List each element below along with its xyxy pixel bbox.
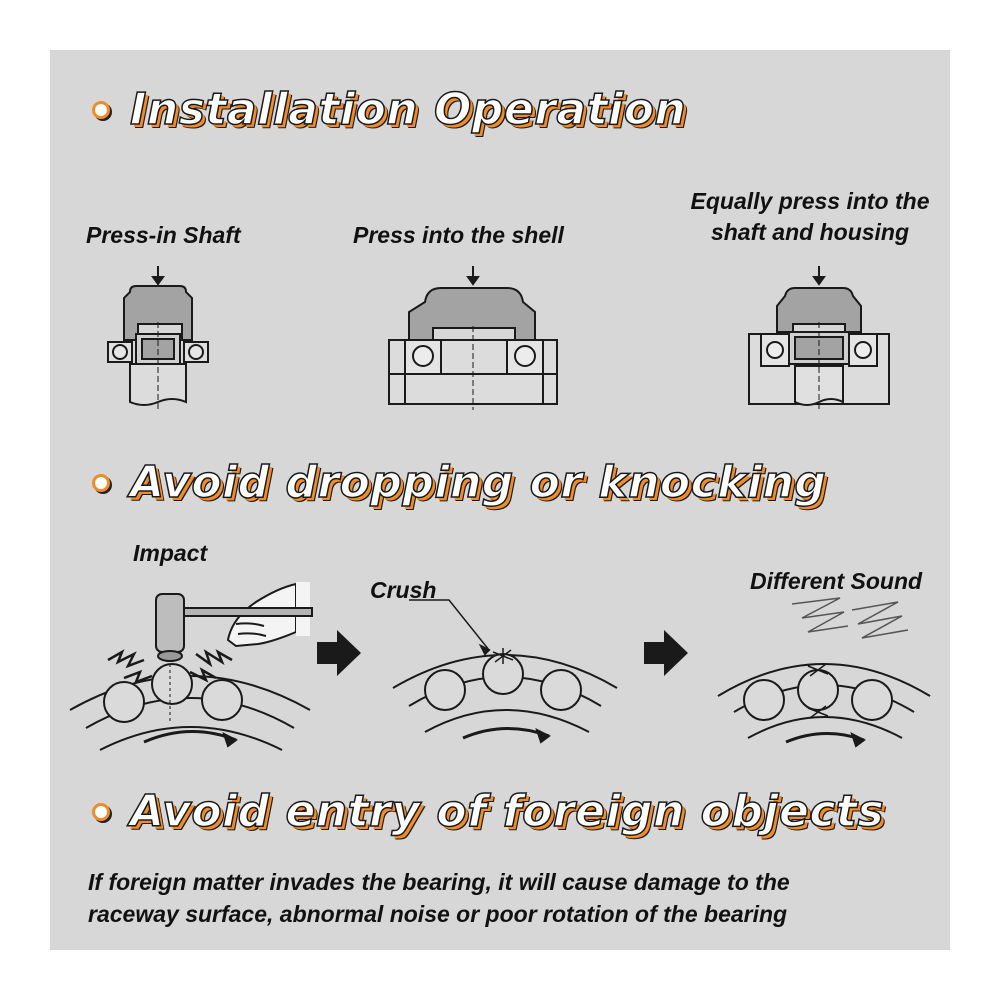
label-line: Equally press into the [690, 188, 930, 214]
crush-diagram [385, 592, 625, 762]
right-arrow-icon [642, 628, 692, 678]
section-heading-foreign [92, 786, 884, 837]
impact-diagram [60, 572, 320, 762]
heading-text: Installation Operation [130, 84, 687, 135]
diagram-label-equally-press [660, 188, 960, 246]
description-line: raceway surface, abnormal noise or poor rotation of the bearing [88, 901, 788, 927]
step-label-impact: Impact [133, 540, 208, 566]
diagram-label-press-into-shell: Press into the shell [353, 222, 564, 248]
down-arrow-icon [814, 277, 824, 284]
equal-press-diagram [745, 262, 895, 412]
press-in-shaft-diagram [100, 262, 220, 412]
section-heading-installation [92, 84, 686, 135]
step-label-crush: Crush [370, 577, 437, 603]
different-sound-diagram [712, 592, 942, 762]
right-arrow-icon [315, 628, 365, 678]
down-arrow-icon [153, 277, 163, 284]
bullet-dot-icon [92, 803, 110, 821]
section-heading-dropping [92, 457, 826, 508]
diagram-label-press-in-shaft: Press-in Shaft [86, 222, 241, 248]
down-arrow-icon [468, 277, 478, 284]
foreign-matter-description [88, 866, 908, 930]
heading-text: Avoid dropping or knocking [130, 457, 827, 508]
bullet-dot-icon [92, 474, 110, 492]
label-line: shaft and housing [710, 219, 910, 245]
heading-text: Avoid entry of foreign objects [130, 786, 885, 837]
press-into-shell-diagram [385, 262, 565, 412]
step-label-different-sound: Different Sound [750, 568, 923, 594]
bullet-dot-icon [92, 101, 110, 119]
description-line: If foreign matter invades the bearing, it will cause damage to the [88, 869, 790, 895]
sound-wave-icon [792, 598, 908, 638]
